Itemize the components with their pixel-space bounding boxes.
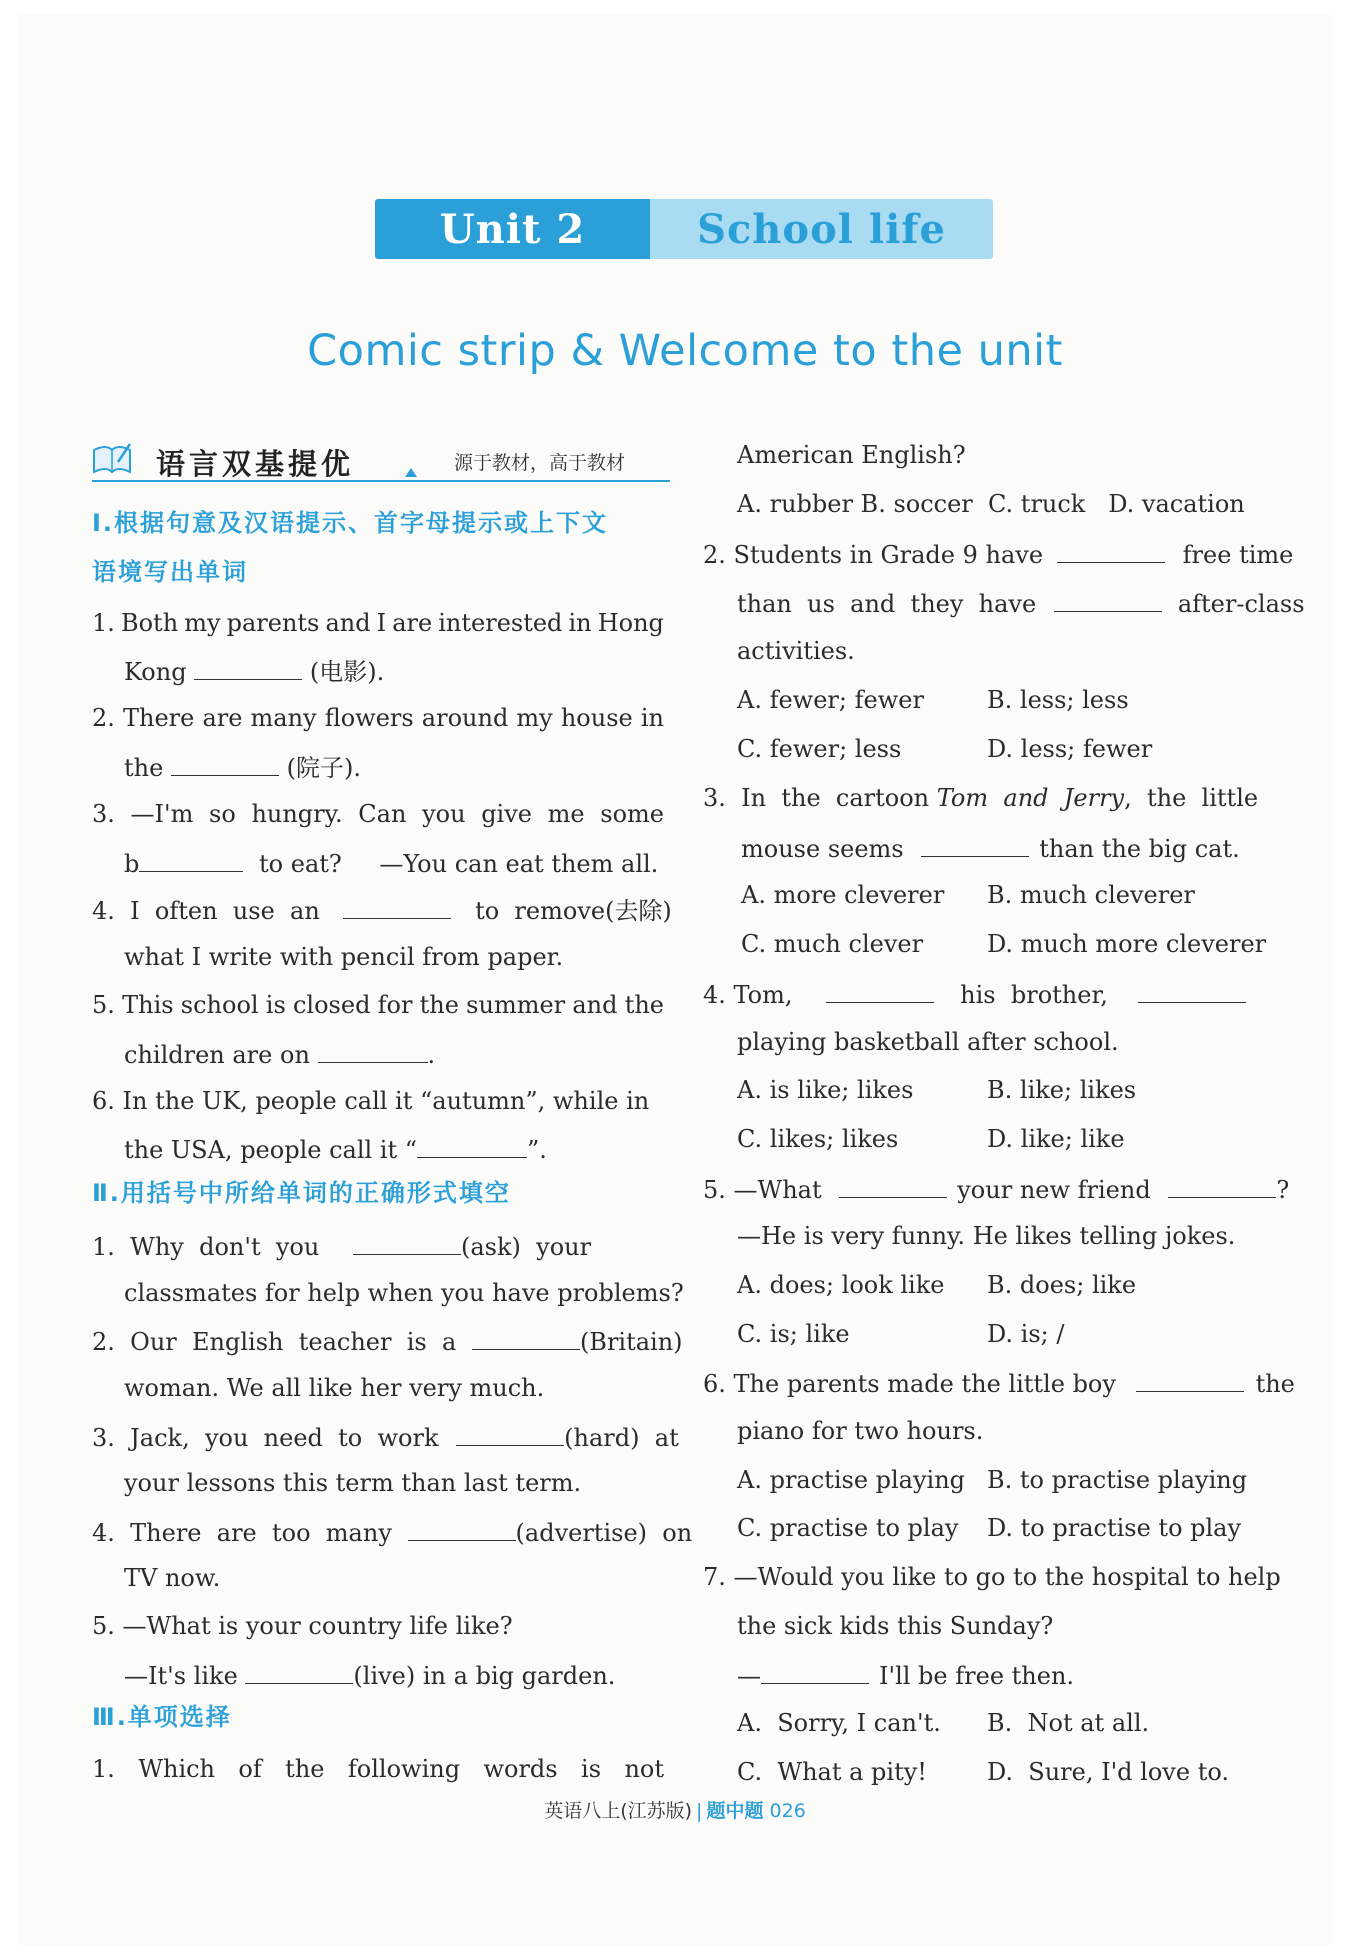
text: his brother, — [960, 981, 1108, 1009]
option-d[interactable]: D. is; / — [987, 1320, 1065, 1348]
option-c[interactable]: C. fewer; less — [737, 735, 902, 763]
part3-q7-line3 — [737, 1659, 1074, 1691]
word: words — [483, 1755, 558, 1783]
word: flowers — [324, 704, 414, 732]
section-title: 语言双基提优 — [156, 447, 355, 481]
page-number: 026 — [769, 1800, 806, 1822]
part3-q2-line1 — [703, 538, 1293, 570]
text: to eat? — [259, 850, 342, 878]
option-b[interactable]: B. does; like — [987, 1271, 1137, 1299]
word: my — [184, 609, 221, 637]
word: the — [285, 1755, 325, 1783]
answer-blank[interactable] — [1136, 1367, 1244, 1392]
part2-q1-line2: classmates for help when you have problems? — [124, 1279, 684, 1307]
option-a[interactable]: A. does; look like — [737, 1271, 945, 1299]
part2-heading: Ⅱ.用括号中所给单词的正确形式填空 — [92, 1179, 511, 1207]
part1-q2-line2 — [124, 751, 361, 783]
footer-divider: | — [696, 1800, 703, 1822]
part1-q2-line1 — [92, 703, 664, 733]
word: following — [347, 1755, 461, 1783]
part3-q6-line1 — [703, 1367, 1295, 1399]
text: 2. Students in Grade 9 have — [703, 541, 1044, 569]
part1-q3-line2 — [124, 847, 658, 879]
word: the — [419, 991, 459, 1019]
part1-q1-line1 — [92, 608, 664, 638]
book-title: 英语八上(江苏版) — [544, 1800, 693, 1822]
text: 2. Our English teacher is a — [92, 1328, 457, 1356]
word: are — [202, 704, 243, 732]
text: 4. There are too many — [92, 1519, 392, 1547]
part1-heading-cont: 语境写出单词 — [92, 558, 248, 586]
page-footer — [0, 1796, 1350, 1823]
word: Hong — [597, 609, 664, 637]
option-d[interactable]: D. Sure, I'd love to. — [987, 1758, 1229, 1786]
text: 6. The parents made the little boy — [703, 1370, 1116, 1398]
answer-blank[interactable] — [318, 1038, 428, 1063]
word: is — [581, 1755, 602, 1783]
part2-q2-line2: woman. We all like her very much. — [124, 1374, 545, 1402]
part1-q6-line2 — [124, 1133, 547, 1165]
word: Which — [138, 1755, 216, 1783]
option-a[interactable]: A. more cleverer — [741, 881, 945, 909]
word: 3. — [92, 800, 115, 828]
part3-heading: Ⅲ.单项选择 — [92, 1703, 232, 1731]
word: in — [568, 609, 592, 637]
word: give — [481, 800, 532, 828]
option-a[interactable]: A. practise playing — [737, 1466, 966, 1494]
part1-q5-line1 — [92, 990, 664, 1020]
answer-blank[interactable] — [408, 1516, 516, 1541]
text: (live) in a big garden. — [353, 1662, 616, 1690]
word: house — [560, 704, 633, 732]
word: my — [516, 704, 553, 732]
text: , the little — [1124, 784, 1259, 812]
part2-q3-line2: your lessons this term than last term. — [124, 1469, 582, 1497]
answer-blank[interactable] — [171, 751, 279, 776]
lesson-title: Comic strip & Welcome to the unit — [307, 326, 1063, 376]
answer-blank[interactable] — [343, 894, 451, 919]
text: mouse seems — [741, 835, 904, 863]
section-header — [92, 440, 670, 482]
text: (院子). — [286, 754, 361, 782]
part3-q1-line2: American English? — [737, 441, 966, 469]
word: and — [325, 609, 371, 637]
text: your new friend — [957, 1176, 1151, 1204]
text: 3. In the cartoon — [703, 784, 930, 812]
word: and — [572, 991, 618, 1019]
word: the — [624, 991, 664, 1019]
option-a[interactable]: A. is like; likes — [737, 1076, 914, 1104]
part3-q4-line2: playing basketball after school. — [737, 1028, 1119, 1056]
word: Can — [358, 800, 407, 828]
text: to remove(去除) — [475, 897, 672, 925]
word: I — [376, 609, 387, 637]
word: 2. — [92, 704, 115, 732]
part2-q5-line1: 5. —What is your country life like? — [92, 1612, 513, 1640]
text: b — [124, 850, 140, 878]
word: me — [547, 800, 585, 828]
part1-q5-line2 — [124, 1038, 435, 1070]
text: children are on — [124, 1041, 310, 1069]
option-c[interactable]: C. likes; likes — [737, 1125, 899, 1153]
answer-blank[interactable] — [826, 978, 934, 1003]
part2-q2-line1 — [92, 1325, 683, 1357]
word: around — [421, 704, 509, 732]
text: (advertise) on — [515, 1519, 693, 1547]
answer-blank[interactable] — [1138, 978, 1246, 1003]
text: (电影). — [309, 658, 385, 686]
part1-q1-line2 — [124, 655, 384, 687]
option-b[interactable]: B. Not at all. — [987, 1709, 1150, 1737]
part3-q3-line1 — [703, 783, 1258, 813]
word: hungry. — [251, 800, 343, 828]
option-b[interactable]: B. to practise playing — [987, 1466, 1248, 1494]
part1-q6-line1: 6. In the UK, people call it “autumn”, while in — [92, 1087, 650, 1115]
unit-banner — [375, 199, 993, 259]
answer-blank[interactable] — [417, 1133, 527, 1158]
option-c[interactable]: C. is; like — [737, 1320, 850, 1348]
option-b[interactable]: B. less; less — [987, 686, 1129, 714]
text: (ask) your — [460, 1233, 592, 1261]
word: 1. — [92, 609, 115, 637]
answer-blank[interactable] — [456, 1421, 564, 1446]
word: interested — [438, 609, 563, 637]
option-d[interactable]: D. less; fewer — [987, 735, 1153, 763]
word: not — [624, 1755, 664, 1783]
italic-title: Tom and Jerry — [936, 784, 1125, 812]
answer-blank[interactable] — [761, 1659, 869, 1684]
text: 5. —What — [703, 1176, 822, 1204]
text: I'll be free then. — [879, 1662, 1075, 1690]
word: are — [392, 609, 433, 637]
answer-blank[interactable] — [353, 1230, 461, 1255]
part3-q1-line1 — [92, 1754, 664, 1784]
answer-blank[interactable] — [139, 847, 243, 872]
text: (hard) at — [564, 1424, 679, 1452]
text: than the big cat. — [1039, 835, 1240, 863]
word: you — [422, 800, 466, 828]
option-a[interactable]: A. Sorry, I can't. — [737, 1709, 941, 1737]
text: (Britain) — [579, 1328, 683, 1356]
word: —I'm — [130, 800, 194, 828]
notebook-pen-icon — [92, 442, 132, 480]
answer-blank[interactable] — [245, 1659, 353, 1684]
word: is — [265, 991, 286, 1019]
text: free time — [1182, 541, 1294, 569]
option-c[interactable]: C. What a pity! — [737, 1758, 927, 1786]
word: 5. — [92, 991, 115, 1019]
part3-q5-line2: —He is very funny. He likes telling jokes. — [737, 1222, 1236, 1250]
text: — — [737, 1662, 761, 1690]
part3-q6-line2: piano for two hours. — [737, 1417, 984, 1445]
option-d[interactable]: D. to practise to play — [987, 1514, 1242, 1542]
option-c[interactable]: C. much clever — [741, 930, 924, 958]
part3-q1-options: A. rubber B. soccer C. truck D. vacation — [737, 490, 1245, 518]
triangle-marker-icon — [405, 468, 417, 477]
unit-number: Unit 2 — [375, 199, 650, 259]
part2-q3-line1 — [92, 1421, 679, 1453]
text: 4. I often use an — [92, 897, 320, 925]
answer-blank[interactable] — [1054, 587, 1162, 612]
word: Both — [120, 609, 179, 637]
word: closed — [292, 991, 371, 1019]
text: the — [1255, 1370, 1295, 1398]
part2-q1-line1 — [92, 1230, 591, 1262]
option-a[interactable]: A. fewer; fewer — [737, 686, 924, 714]
text: the — [124, 754, 164, 782]
part1-q3-line1 — [92, 799, 664, 829]
part3-q2-line3: activities. — [737, 637, 855, 665]
word: This — [122, 991, 174, 1019]
word: 1. — [92, 1755, 115, 1783]
part3-q3-line2 — [741, 832, 1240, 864]
word: school — [180, 991, 259, 1019]
part1-q4-line2: what I write with pencil from paper. — [124, 943, 564, 971]
section-tagline: 源于教材，高于教材 — [454, 452, 626, 474]
word: so — [209, 800, 236, 828]
word: summer — [466, 991, 566, 1019]
answer-blank[interactable] — [472, 1325, 580, 1350]
word: for — [377, 991, 413, 1019]
option-d[interactable]: D. like; like — [987, 1125, 1125, 1153]
word: There — [123, 704, 195, 732]
word: in — [640, 704, 664, 732]
answer-blank[interactable] — [1168, 1173, 1276, 1198]
text: ”. — [527, 1136, 547, 1164]
part1-q4-line1 — [92, 894, 672, 926]
answer-blank[interactable] — [921, 832, 1029, 857]
text: the USA, people call it “ — [124, 1136, 418, 1164]
option-c[interactable]: C. practise to play — [737, 1514, 959, 1542]
text: 4. Tom, — [703, 981, 793, 1009]
word: parents — [226, 609, 320, 637]
word: of — [238, 1755, 262, 1783]
part3-q4-line1 — [703, 978, 1277, 1010]
answer-blank[interactable] — [194, 655, 302, 680]
text: Kong — [124, 658, 187, 686]
text: 1. Why don't you — [92, 1233, 320, 1261]
text: —It's like — [124, 1662, 238, 1690]
text: —You can eat them all. — [379, 850, 659, 878]
part3-q5-line1 — [703, 1173, 1289, 1205]
part3-q7-line2: the sick kids this Sunday? — [737, 1612, 1054, 1640]
text: after-class — [1177, 590, 1305, 618]
text: . — [427, 1041, 436, 1069]
part2-q4-line1 — [92, 1516, 692, 1548]
word: some — [600, 800, 664, 828]
text: 3. Jack, you need to work — [92, 1424, 439, 1452]
unit-topic: School life — [650, 199, 993, 259]
part3-q2-line2 — [737, 587, 1305, 619]
answer-blank[interactable] — [839, 1173, 947, 1198]
word: many — [250, 704, 317, 732]
part1-heading: Ⅰ.根据句意及汉语提示、首字母提示或上下文 — [92, 509, 609, 537]
option-d[interactable]: D. much more cleverer — [987, 930, 1267, 958]
answer-blank[interactable] — [1057, 538, 1165, 563]
brand-name: 题中题 — [706, 1800, 764, 1822]
part2-q4-line2: TV now. — [124, 1564, 221, 1592]
text: than us and they have — [737, 590, 1037, 618]
option-b[interactable]: B. like; likes — [987, 1076, 1137, 1104]
text: ? — [1276, 1176, 1290, 1204]
option-b[interactable]: B. much cleverer — [987, 881, 1195, 909]
part3-q7-line1: 7. —Would you like to go to the hospital to help — [703, 1563, 1281, 1591]
part2-q5-line2 — [124, 1659, 615, 1691]
